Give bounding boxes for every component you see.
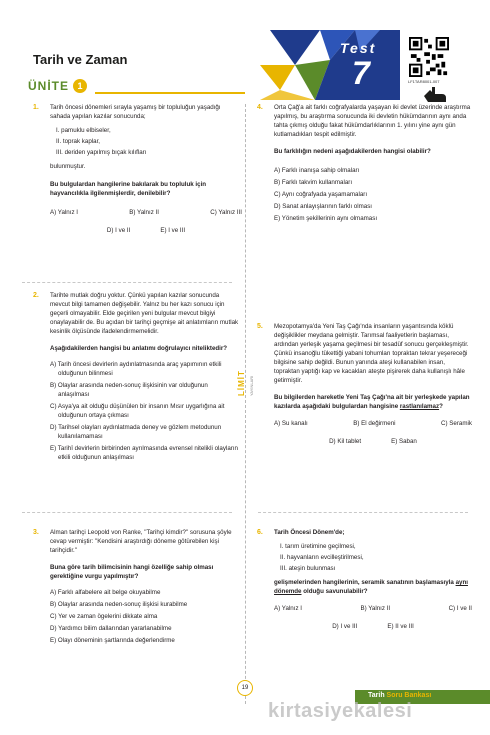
option-a[interactable]: A) Tarih öncesi devirlerin aydınlatmasında araç yapımının etkili olduğunun bilinmesi <box>50 361 222 377</box>
list-item: III. ateşin bulunması <box>280 565 336 572</box>
option-c[interactable]: C) Yer ve zaman ögelerini dikkate alma <box>50 613 158 620</box>
option-e[interactable]: E) Tarihî devirlerin birbirinden ayrılmasında evrensel nitelikli olayların etkili olduğunun anlaşılması <box>50 445 238 461</box>
answer-options-row <box>274 604 472 613</box>
option-b[interactable]: B) El değirmeni <box>353 420 396 427</box>
answer-options-row <box>50 208 242 217</box>
test-label: Test <box>340 40 377 56</box>
option-b[interactable]: B) Olaylar arasında neden-sonuç ilişkisi kurabilme <box>50 601 188 608</box>
answer-options <box>50 360 240 462</box>
option-b[interactable]: B) Olaylar arasında neden-sonuç ilişkisinin var olduğunun anlaşılması <box>50 382 208 398</box>
answer-options <box>274 166 472 223</box>
question-number: 2. <box>33 292 39 299</box>
footer-series-title <box>368 692 431 699</box>
question-prompt <box>274 393 472 411</box>
roman-list <box>56 126 242 157</box>
prompt-end: olduğu savunulabilir? <box>301 588 368 595</box>
test-number: 7 <box>352 55 370 91</box>
row-divider-left-1 <box>22 282 232 283</box>
option-a[interactable]: A) Farklı inanışa sahip olmaları <box>274 167 360 174</box>
option-a[interactable]: A) Farklı alfabelere ait belge okuyabilme <box>50 589 161 596</box>
prompt-end: ? <box>439 403 443 410</box>
page-header <box>0 0 490 110</box>
option-e[interactable]: E) Saban <box>391 438 417 445</box>
question-stem: Mezopotamya'da Yeni Taş Çağı'nda insanların yaşantısında köklü değişiklikler meydana gelmiştir. Tarımsal faaliyetlerin başlaması, ardından yerleşik yaşama geçilmesi bir tesadüf sonucu gerçekleşmiştir. Çünkü insanoğlu tükettiği yabani tohumları topraktan tekrar yeşereceği bilgisine sahip değildi. Bunun yanında ateşi kullanabilen insan, topraktan yaptığı kap ve kacakları ateşte pişirerek daha kullanışlı hâle getirmiştir. <box>274 323 469 384</box>
question-number: 3. <box>33 529 39 536</box>
prompt-emphasis: rastlanılamaz <box>399 403 440 410</box>
option-a[interactable]: A) Su kanalı <box>274 420 308 427</box>
option-a[interactable]: A) Yalnız I <box>274 605 302 612</box>
chapter-title: Tarih ve Zaman <box>33 52 128 67</box>
question-tail: bulunmuştur. <box>50 163 86 170</box>
question-6 <box>257 528 472 631</box>
option-a[interactable]: A) Yalnız I <box>50 209 78 216</box>
list-item: III. deriden yapılmış bıçak kılıfları <box>56 149 147 156</box>
question-stem: Tarih Öncesi Dönem'de; <box>274 529 345 536</box>
question-number: 6. <box>257 529 263 536</box>
option-c[interactable]: C) Asya'ya ait olduğu düşünülen bir insanın Mısır uygarlığına ait olduğunun ortaya çıkması <box>50 403 225 419</box>
unit-badge <box>18 77 91 95</box>
unit-number: 1 <box>73 79 87 93</box>
question-number: 5. <box>257 323 263 330</box>
list-item: II. hayvanların evcilleştirilmesi, <box>280 554 364 561</box>
answer-options-row <box>274 622 472 631</box>
option-d[interactable]: D) Tarihsel olayları aydınlatmada deney ve gözlem metodunun kullanılamaması <box>50 424 222 440</box>
unit-label: ÜNİTE <box>28 79 69 93</box>
option-d[interactable]: D) Sanat anlayışlarının farklı olması <box>274 203 373 210</box>
unit-rule <box>95 92 245 94</box>
option-c[interactable]: C) Yalnız III <box>210 209 242 216</box>
footer-series-b: Soru Bankası <box>386 692 432 699</box>
question-3 <box>33 528 240 648</box>
roman-list <box>280 542 472 573</box>
row-divider-left-2 <box>22 512 232 513</box>
page-number: 19 <box>237 680 253 696</box>
question-prompt: Aşağıdakilerden hangisi bu anlatımı doğrulayıcı niteliktedir? <box>50 345 228 352</box>
pointing-hand-icon <box>420 84 450 104</box>
option-b[interactable]: B) Yalnız II <box>129 209 159 216</box>
option-d[interactable]: D) Yardımcı bilim dallarından yararlanabilme <box>50 625 172 632</box>
qr-code-icon[interactable] <box>409 37 449 77</box>
question-prompt: Bu bulgulardan hangilerine bakılarak bu topluluk için hayvancılıkla ilgilenmişlerdir, denilebilir? <box>50 181 207 197</box>
answer-options <box>50 588 240 645</box>
option-d[interactable]: D) I ve III <box>332 623 358 630</box>
question-stem: Orta Çağ'a ait farklı coğrafyalarda yaşayan iki devlet üzerinde araştırma yapılmış, bu araştırma sonucunda iki devletin hükümdarının aynı anda tahta çıkmış olduğu fakat hükümdarlıklarının 1. yılını yine aynı gün kutlamadıkları tespit edilmiştir. <box>274 104 471 138</box>
list-item: II. toprak kaplar, <box>56 138 101 145</box>
list-item: I. pamuklu elbiseler, <box>56 127 111 134</box>
option-b[interactable]: B) Yalnız II <box>360 605 391 612</box>
watermark: kirtasiyekalesi <box>268 700 413 722</box>
question-number: 1. <box>33 104 39 111</box>
test-logo-graphic <box>260 30 400 100</box>
option-e[interactable]: E) I ve III <box>160 227 186 234</box>
option-b[interactable]: B) Farklı takvim kullanmaları <box>274 179 353 186</box>
question-stem: Tarih öncesi dönemleri sırayla yaşamış bir topluluğun yaşadığı sahada yapılan kazılar sonucunda; <box>50 104 221 120</box>
question-1 <box>33 103 242 235</box>
question-prompt <box>274 578 472 596</box>
option-e[interactable]: E) Yönetim şekillerinin aynı olmaması <box>274 215 378 222</box>
qr-code-id: LF1TAR8001-007 <box>408 79 440 84</box>
answer-options-row <box>50 226 242 235</box>
question-number: 4. <box>257 104 263 111</box>
question-4 <box>257 103 472 226</box>
publisher-logo-text: LİMİT <box>237 370 246 396</box>
publisher-sub-text: YAYINLARI <box>249 375 254 396</box>
option-c[interactable]: C) Aynı coğrafyada yaşamamaları <box>274 191 368 198</box>
option-d[interactable]: D) Kil tablet <box>329 438 362 445</box>
option-e[interactable]: E) II ve III <box>387 623 414 630</box>
row-divider-right-2 <box>258 512 468 513</box>
option-e[interactable]: E) Olayı döneminin şartlarında değerlendirme <box>50 637 175 644</box>
question-stem: Tarihte mutlak doğru yoktur. Çünkü yapılan kazılar sonucunda mevcut bilgi tamamen değişebilir. Yalnız bu her kazı sonucu için geçerli olmayabilir. Elde geçirilen yeni bulgular mevcut bilgiyi onaylayabilir de. Bu açıdan bir tarihçi geçmişe ait anlatımların mutlak kesinlik ölçüsünde ifadelendirmemelidir. <box>50 292 239 335</box>
answer-options-row <box>274 419 472 428</box>
option-c[interactable]: C) I ve II <box>448 605 472 612</box>
question-5 <box>257 322 472 446</box>
option-c[interactable]: C) Seramik <box>441 420 472 427</box>
prompt-text: gelişmelerinden hangilerinin, seramik sanatının başlamasıyla <box>274 579 456 586</box>
footer-series-a: Tarih <box>368 692 387 699</box>
prompt-emphasis: aynı dönemde <box>274 579 468 595</box>
option-d[interactable]: D) I ve II <box>106 227 131 234</box>
question-stem: Alman tarihçi Leopold von Ranke, "Tarihçi kimdir?" sorusuna şöyle cevap vermiştir: "Kendisini araştırdığı döneme götürebilen kişi tarihçidir." <box>50 529 232 554</box>
answer-options-row <box>274 437 472 446</box>
question-2 <box>33 291 240 465</box>
prompt-text: Bu bilgilerden hareketle Yeni Taş Çağı'na ait bir yerleşkede yapılan kazılarda aşağıdaki bulgulardan hangisine <box>274 394 470 410</box>
list-item: I. tarım üretimine geçilmesi, <box>280 543 356 550</box>
question-prompt: Buna göre tarih bilimcisinin hangi özelliğe sahip olması gerektiğine vurgu yapılmıştır? <box>50 564 214 580</box>
question-prompt: Bu farklılığın nedeni aşağıdakilerden hangisi olabilir? <box>274 148 431 155</box>
